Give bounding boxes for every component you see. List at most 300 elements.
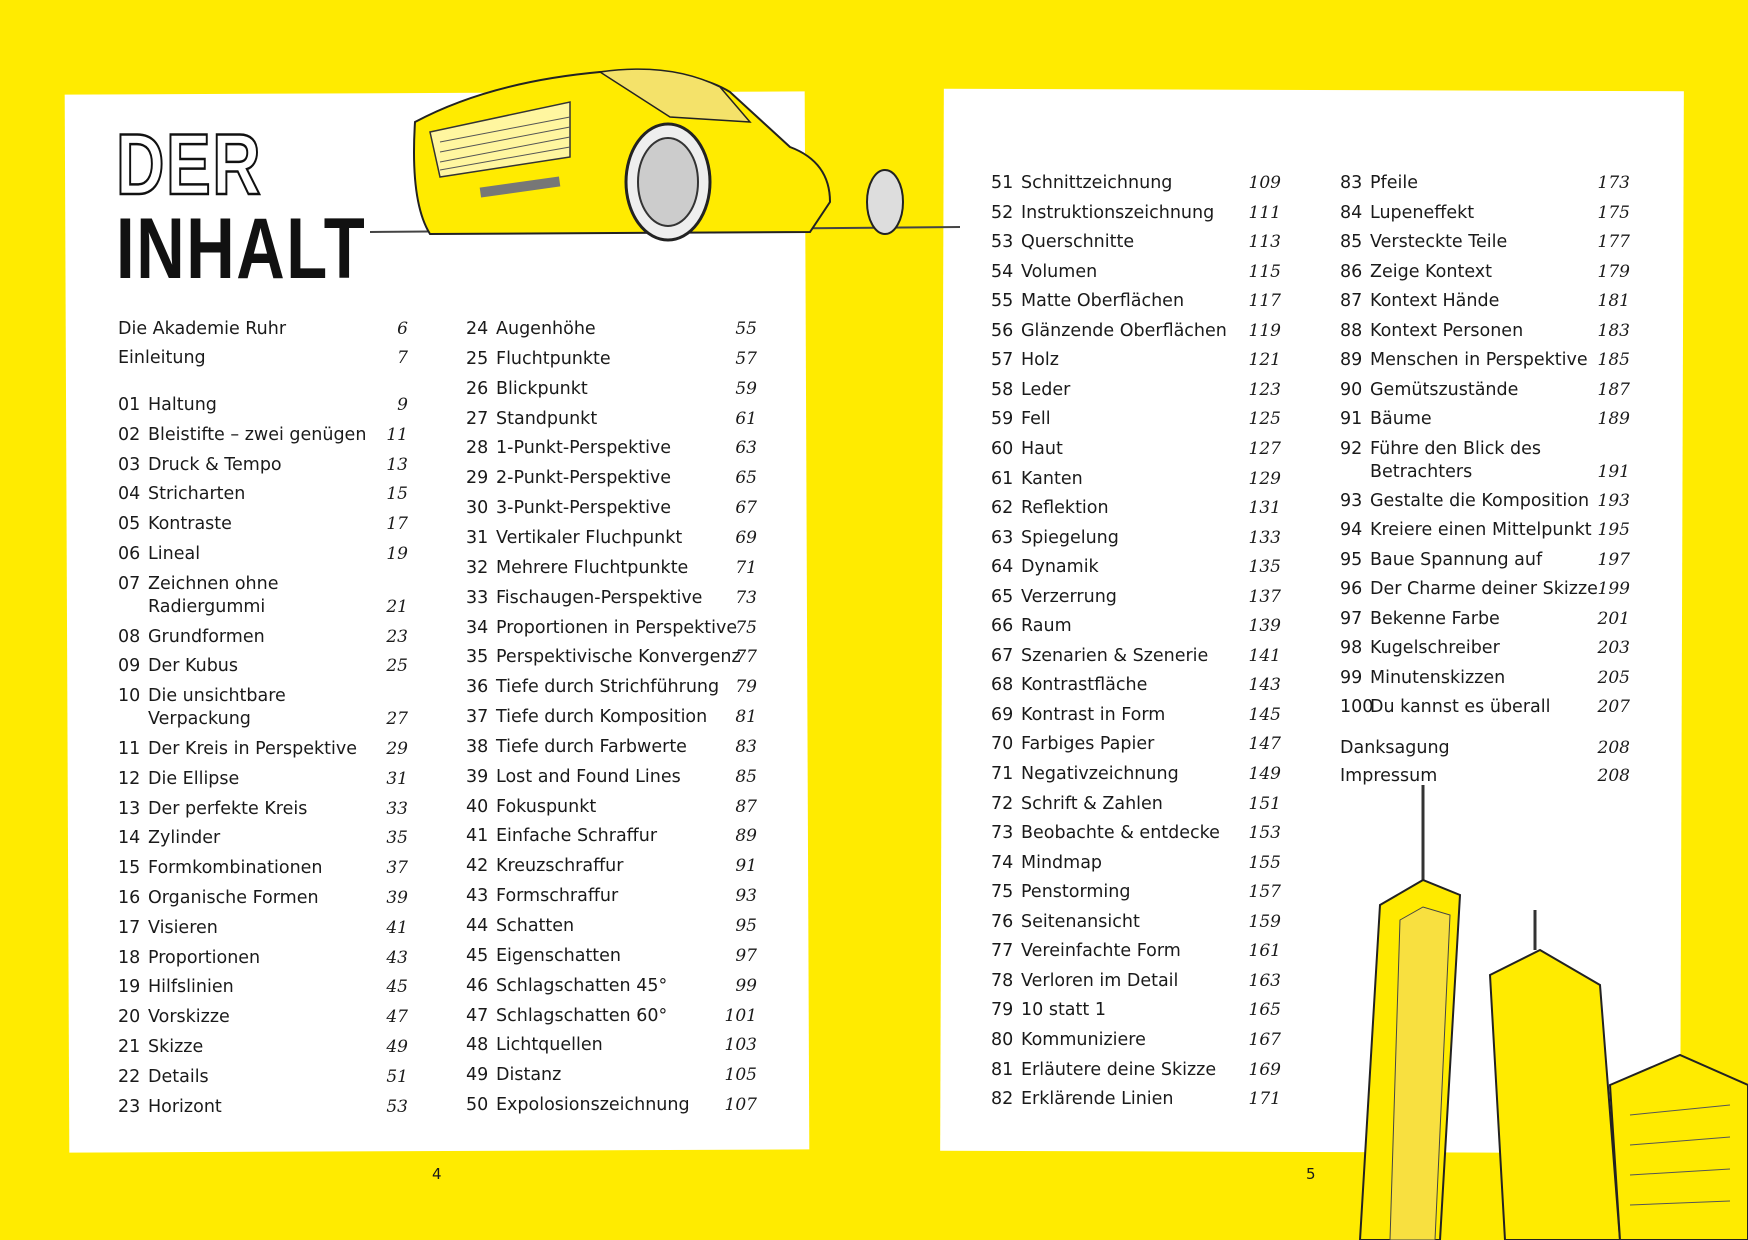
toc-entry <box>1340 172 1630 195</box>
toc-entry <box>118 655 408 678</box>
toc-entry-number: 30 <box>466 498 489 519</box>
toc-entry-title: Kreiere einen Mittelpunkt <box>1370 520 1592 541</box>
toc-entry <box>991 527 1281 550</box>
toc-entry-title: Die Ellipse <box>148 768 240 789</box>
toc-entry-number: 90 <box>1340 379 1363 400</box>
toc-entry <box>118 483 408 506</box>
toc-entry-title: Mehrere Fluchtpunkte <box>496 557 689 578</box>
toc-entry-title: Der Kubus <box>148 656 239 677</box>
toc-entry-page: 49 <box>386 1037 408 1057</box>
toc-entry <box>118 976 408 999</box>
toc-entry <box>991 290 1281 313</box>
toc-entry-number: 52 <box>991 202 1014 223</box>
toc-entry <box>991 349 1281 372</box>
toc-entry-title: Eigenschatten <box>496 945 622 966</box>
toc-entry-title: Kontext Hände <box>1370 291 1500 312</box>
toc-entry-number: 78 <box>991 970 1014 991</box>
toc-entry-page: 208 <box>1597 765 1630 786</box>
toc-entry-page: 9 <box>397 395 408 415</box>
toc-entry <box>118 543 408 566</box>
toc-entry-number: 86 <box>1340 261 1363 282</box>
toc-entry <box>466 408 757 431</box>
toc-entry-title: Verzerrung <box>1021 586 1117 607</box>
toc-entry-title: Beobachte & entdecke <box>1021 823 1220 844</box>
toc-entry-number: 73 <box>991 823 1014 844</box>
toc-entry-title: Augenhöhe <box>496 319 596 339</box>
toc-entry-number: 23 <box>118 1096 141 1117</box>
toc-entry-number: 42 <box>466 856 489 877</box>
toc-entry <box>118 513 408 536</box>
toc-entry-number: 20 <box>118 1007 141 1028</box>
toc-entry-page: 61 <box>735 408 757 429</box>
toc-entry-page: 71 <box>735 557 757 578</box>
toc-entry-title: Proportionen in Perspektive <box>496 617 738 638</box>
title-inhalt: INHALT <box>116 201 367 297</box>
toc-entry-page: 103 <box>724 1035 757 1056</box>
toc-entry-page: 13 <box>386 454 408 475</box>
toc-entry-number: 13 <box>118 798 141 819</box>
toc-entry-title: Mindmap <box>1021 852 1103 873</box>
toc-entry <box>466 617 757 640</box>
toc-entry-title: Baue Spannung auf <box>1370 549 1543 570</box>
toc-entry-page: 37 <box>386 858 408 879</box>
toc-entry-title: 10 statt 1 <box>1021 1000 1106 1021</box>
toc-entry-page: 121 <box>1248 350 1281 371</box>
toc-entry-page: 91 <box>735 856 757 877</box>
toc-entry-title: Lichtquellen <box>496 1035 603 1056</box>
toc-entry <box>118 798 408 821</box>
toc-entry <box>1340 261 1630 284</box>
toc-entry-number: 47 <box>466 1005 489 1026</box>
toc-entry-page: 51 <box>386 1066 408 1087</box>
toc-entry <box>991 556 1281 579</box>
toc-entry-title: Pfeile <box>1370 173 1418 193</box>
toc-entry-number: 67 <box>991 645 1014 666</box>
toc-entry-number: 68 <box>991 675 1014 696</box>
toc-entry-title: Menschen in Perspektive <box>1370 350 1588 371</box>
toc-entry-title: Dynamik <box>1021 557 1099 578</box>
toc-entry-number: 10 <box>118 686 141 707</box>
toc-entry-page: 43 <box>386 947 408 968</box>
toc-entry-number: 85 <box>1340 232 1363 253</box>
toc-entry-number: 04 <box>118 484 141 505</box>
toc-entry-page: 83 <box>735 736 757 757</box>
toc-entry-number: 96 <box>1340 579 1363 600</box>
toc-entry-title: Vereinfachte Form <box>1021 941 1181 962</box>
toc-entry-number: 09 <box>118 656 141 677</box>
toc-entry-page: 41 <box>386 917 408 938</box>
toc-entry-page: 77 <box>735 647 757 668</box>
toc-entry-page: 201 <box>1597 608 1630 629</box>
toc-entry-number: 84 <box>1340 202 1363 223</box>
toc-entry <box>1340 549 1630 572</box>
toc-entry-page: 67 <box>735 498 757 519</box>
toc-entry-title: Hilfslinien <box>148 977 234 998</box>
toc-entry-title: Bekenne Farbe <box>1370 608 1500 629</box>
toc-entry-number: 75 <box>991 882 1014 903</box>
toc-entry <box>1340 290 1630 313</box>
toc-entry-number: 43 <box>466 886 489 907</box>
toc-entry-page: 159 <box>1248 911 1281 932</box>
toc-entry-title: Der Kreis in Perspektive <box>148 739 357 759</box>
toc-entry <box>991 970 1281 993</box>
toc-entry-page: 117 <box>1248 291 1281 312</box>
toc-entry-number: 53 <box>991 232 1014 253</box>
toc-entry-number: 29 <box>466 468 489 489</box>
toc-entry-number: 63 <box>991 527 1014 548</box>
toc-entry-page: 53 <box>386 1096 408 1117</box>
toc-entry-page: 97 <box>735 945 757 966</box>
toc-entry-page: 17 <box>386 514 408 535</box>
toc-entry-title: Formkombinationen <box>148 858 323 879</box>
toc-entry-title: Organische Formen <box>148 888 319 908</box>
toc-entry-title: Lupeneffekt <box>1370 202 1475 223</box>
toc-entry-page: 137 <box>1248 586 1281 607</box>
toc-entry-number: 46 <box>466 975 489 996</box>
toc-entry-page: 135 <box>1248 557 1281 578</box>
toc-entry-number: 48 <box>466 1035 489 1056</box>
toc-entry <box>1340 637 1630 660</box>
toc-entry-page: 193 <box>1597 490 1630 511</box>
toc-entry <box>466 497 757 520</box>
toc-entry-title: Kontraste <box>148 514 232 535</box>
toc-entry-number: 58 <box>991 379 1014 400</box>
toc-entry-title: Impressum <box>1340 765 1438 786</box>
toc-entry-title: Tiefe durch Komposition <box>496 707 708 728</box>
toc-entry <box>466 915 757 938</box>
toc-entry-number: 17 <box>118 917 141 938</box>
toc-entry-page: 181 <box>1597 291 1630 312</box>
toc-entry <box>991 261 1281 284</box>
toc-entry <box>1340 202 1630 225</box>
toc-entry-number: 25 <box>466 348 489 369</box>
toc-entry-title: Du kannst es überall <box>1370 697 1551 718</box>
toc-entry-number: 59 <box>991 409 1014 430</box>
toc-entry <box>991 320 1281 343</box>
toc-entry-title: Haut <box>1021 438 1063 459</box>
toc-entry-page: 185 <box>1597 350 1630 371</box>
toc-entry-title: Der Charme deiner Skizze <box>1370 579 1598 600</box>
toc-entry <box>1340 438 1630 484</box>
toc-entry <box>991 645 1281 668</box>
toc-entry <box>991 763 1281 786</box>
toc-entry-page: 147 <box>1248 734 1281 755</box>
toc-entry-number: 28 <box>466 438 489 459</box>
toc-entry-title: 1-Punkt-Perspektive <box>496 438 672 459</box>
toc-entry-title: Kreuzschraffur <box>496 856 624 877</box>
toc-entry-page: 33 <box>386 798 408 819</box>
toc-entry <box>991 379 1281 402</box>
toc-entry-page: 139 <box>1248 616 1281 637</box>
toc-entry <box>991 1029 1281 1052</box>
toc-entry-title: Tiefe durch Farbwerte <box>496 736 687 757</box>
toc-entry-page: 157 <box>1248 882 1281 903</box>
toc-entry-page: 153 <box>1248 823 1281 844</box>
toc-entry-page: 57 <box>735 348 757 369</box>
toc-entry-page: 79 <box>735 677 757 698</box>
toc-entry <box>991 704 1281 727</box>
toc-entry-number: 87 <box>1340 291 1363 312</box>
toc-entry-number: 27 <box>466 408 489 429</box>
toc-entry-number: 61 <box>991 468 1014 489</box>
toc-entry-page: 143 <box>1248 675 1281 696</box>
toc-entry-number: 66 <box>991 616 1014 637</box>
toc-entry-title: Lost and Found Lines <box>496 766 681 787</box>
toc-entry <box>118 857 408 880</box>
toc-entry <box>466 975 757 998</box>
toc-entry-page: 109 <box>1248 173 1281 193</box>
toc-entry-page: 131 <box>1248 498 1281 519</box>
toc-entry-page: 167 <box>1248 1029 1281 1050</box>
toc-entry <box>991 881 1281 904</box>
toc-entry-number: 77 <box>991 941 1014 962</box>
toc-entry <box>118 768 408 791</box>
toc-entry-number: 32 <box>466 557 489 578</box>
toc-entry-page: 99 <box>735 975 757 996</box>
toc-entry-number: 31 <box>466 527 489 548</box>
toc-entry-page: 29 <box>386 739 408 759</box>
toc-entry-page: 27 <box>386 709 408 730</box>
toc-entry-title: Versteckte Teile <box>1370 232 1508 253</box>
toc-entry-title: Schrift & Zahlen <box>1021 793 1163 814</box>
toc-entry-number: 62 <box>991 498 1014 519</box>
toc-entry-title: Querschnitte <box>1021 232 1135 253</box>
toc-entry <box>118 424 408 447</box>
toc-entry-number: 21 <box>118 1037 141 1057</box>
toc-entry-title: Verloren im Detail <box>1021 970 1179 991</box>
toc-entry <box>466 825 757 848</box>
toc-entry <box>991 793 1281 816</box>
toc-entry-title: Minutenskizzen <box>1370 667 1506 688</box>
toc-entry-title: Glänzende Oberflächen <box>1021 320 1227 341</box>
toc-entry <box>466 557 757 580</box>
toc-entry-number: 39 <box>466 766 489 787</box>
toc-entry-number: 54 <box>991 261 1014 282</box>
toc-entry-number: 97 <box>1340 608 1363 629</box>
toc-entry-page: 89 <box>735 826 757 847</box>
toc-entry <box>118 347 408 370</box>
toc-entry-title: Reflektion <box>1021 498 1109 519</box>
toc-entry <box>118 626 408 649</box>
toc-entry-page: 63 <box>735 438 757 459</box>
toc-entry-title: Kontrastfläche <box>1021 675 1148 696</box>
toc-entry-page: 23 <box>386 626 408 647</box>
toc-entry-number: 14 <box>118 828 141 849</box>
toc-entry-title: Instruktionszeichnung <box>1021 202 1215 223</box>
toc-entry <box>1340 490 1630 513</box>
toc-entry-page: 123 <box>1248 379 1281 400</box>
toc-entry-page: 31 <box>386 768 408 789</box>
toc-entry-title: Kanten <box>1021 468 1083 489</box>
toc-entry <box>991 408 1281 431</box>
toc-entry-page: 6 <box>397 319 408 339</box>
toc-entry <box>466 378 757 401</box>
toc-entry-number: 100 <box>1340 697 1374 718</box>
toc-entry-page: 65 <box>735 468 757 489</box>
toc-entry-number: 69 <box>991 704 1014 725</box>
title-der: DER <box>116 117 263 213</box>
toc-entry <box>118 917 408 940</box>
toc-entry-title: Negativzeichnung <box>1021 764 1179 784</box>
toc-entry-title: Schnittzeichnung <box>1021 173 1173 193</box>
toc-entry-page: 87 <box>735 796 757 817</box>
toc-entry-number: 26 <box>466 378 489 399</box>
toc-entry-number: 37 <box>466 707 489 728</box>
toc-entry <box>118 394 408 417</box>
toc-entry-number: 22 <box>118 1066 141 1087</box>
toc-entry-page: 163 <box>1248 970 1281 991</box>
toc-entry <box>466 885 757 908</box>
toc-entry <box>466 348 757 371</box>
toc-entry-page: 203 <box>1597 638 1630 659</box>
toc-entry-title: Kontext Personen <box>1370 320 1524 341</box>
toc-entry-title: Stricharten <box>148 484 246 505</box>
toc-entry-page: 183 <box>1597 320 1630 341</box>
toc-entry-title: Schlagschatten 45° <box>496 975 668 996</box>
toc-entry-number: 38 <box>466 736 489 757</box>
toc-entry <box>466 796 757 819</box>
toc-entry <box>991 822 1281 845</box>
toc-entry-number: 80 <box>991 1029 1014 1050</box>
toc-entry-number: 57 <box>991 350 1014 371</box>
toc-entry-title: Spiegelung <box>1021 527 1119 548</box>
toc-entry-title: Volumen <box>1021 261 1098 282</box>
toc-entry-number: 01 <box>118 395 141 415</box>
toc-entry <box>1340 231 1630 254</box>
toc-entry-number: 88 <box>1340 320 1363 341</box>
toc-entry-title: Vorskizze <box>148 1007 230 1028</box>
toc-entry-number: 55 <box>991 291 1014 312</box>
toc-entry <box>118 887 408 910</box>
toc-entry-page: 149 <box>1248 764 1281 784</box>
toc-entry-title: Kugelschreiber <box>1370 638 1500 659</box>
toc-entry-title: Visieren <box>148 917 218 938</box>
toc-entry-page: 7 <box>397 348 408 368</box>
toc-entry-number: 34 <box>466 617 489 638</box>
toc-entry-page: 75 <box>735 617 757 638</box>
toc-entry-title: Holz <box>1021 350 1059 371</box>
toc-column-4 <box>1340 172 1630 792</box>
toc-entry-title: Gemütszustände <box>1370 379 1519 400</box>
toc-entry-page: 107 <box>724 1095 757 1116</box>
toc-entry <box>466 736 757 759</box>
toc-entry-number: 64 <box>991 557 1014 578</box>
toc-entry <box>466 706 757 729</box>
toc-entry <box>466 1094 757 1117</box>
toc-entry <box>991 202 1281 225</box>
toc-entry-page: 125 <box>1248 409 1281 430</box>
toc-entry-page: 95 <box>735 916 757 936</box>
toc-entry-title: Distanz <box>496 1065 562 1086</box>
toc-entry-number: 98 <box>1340 638 1363 659</box>
toc-entry-number: 41 <box>466 826 489 847</box>
page-number-right: 5 <box>1306 1165 1316 1183</box>
toc-entry-page: 187 <box>1597 379 1630 400</box>
toc-entry <box>1340 320 1630 343</box>
toc-entry-title: Einleitung <box>118 348 206 368</box>
toc-entry-title: Tiefe durch Strichführung <box>496 677 720 698</box>
toc-entry <box>1340 696 1630 719</box>
toc-entry-page: 208 <box>1597 737 1630 758</box>
toc-entry-page: 165 <box>1248 1000 1281 1021</box>
toc-entry-number: 45 <box>466 945 489 966</box>
toc-entry <box>1340 349 1630 372</box>
toc-entry-number: 99 <box>1340 667 1363 688</box>
toc-entry <box>1340 765 1630 788</box>
toc-entry <box>118 827 408 850</box>
toc-entry-title: Vertikaler Fluchpunkt <box>496 527 683 548</box>
toc-entry <box>991 852 1281 875</box>
toc-entry-page: 85 <box>735 766 757 787</box>
toc-entry <box>991 438 1281 461</box>
toc-entry-number: 91 <box>1340 409 1363 430</box>
toc-entry-number: 74 <box>991 852 1014 873</box>
toc-entry <box>466 855 757 878</box>
toc-entry <box>466 1064 757 1087</box>
toc-entry-page: 161 <box>1248 941 1281 962</box>
toc-entry <box>991 172 1281 195</box>
skyscraper-sketch <box>1330 785 1748 1240</box>
toc-entry-page: 141 <box>1248 645 1281 666</box>
toc-entry-title: Seitenansicht <box>1021 911 1140 932</box>
toc-entry-number: 89 <box>1340 350 1363 371</box>
toc-entry <box>1340 667 1630 690</box>
toc-entry-number: 79 <box>991 1000 1014 1021</box>
toc-entry-number: 24 <box>466 319 489 339</box>
toc-entry-number: 06 <box>118 544 141 564</box>
toc-entry-number: 12 <box>118 768 141 789</box>
toc-entry-title: Die Akademie Ruhr <box>118 319 287 339</box>
toc-entry-number: 81 <box>991 1059 1014 1080</box>
toc-column-1 <box>118 318 408 1128</box>
toc-entry-page: 191 <box>1597 461 1630 482</box>
toc-entry-page: 59 <box>735 378 757 399</box>
toc-entry-page: 179 <box>1597 261 1630 282</box>
toc-entry-number: 11 <box>118 739 141 759</box>
toc-entry <box>1340 408 1630 431</box>
toc-entry-number: 94 <box>1340 520 1363 541</box>
toc-entry-number: 44 <box>466 916 489 936</box>
toc-entry <box>118 738 408 761</box>
toc-entry-number: 76 <box>991 911 1014 932</box>
toc-entry-page: 111 <box>1248 202 1281 223</box>
toc-entry <box>466 527 757 550</box>
toc-entry <box>1340 578 1630 601</box>
toc-entry-page: 11 <box>386 424 408 445</box>
toc-entry <box>118 1036 408 1059</box>
toc-entry-number: 56 <box>991 320 1014 341</box>
toc-entry-page: 175 <box>1597 202 1630 223</box>
toc-entry-page: 105 <box>724 1065 757 1086</box>
toc-entry-number: 51 <box>991 173 1014 193</box>
toc-entry-title: Fokuspunkt <box>496 796 597 817</box>
toc-entry-page: 55 <box>735 319 757 339</box>
toc-entry-number: 35 <box>466 647 489 668</box>
toc-entry-number: 70 <box>991 734 1014 755</box>
toc-entry-number: 18 <box>118 947 141 968</box>
toc-entry <box>466 318 757 341</box>
toc-entry-page: 39 <box>386 888 408 908</box>
toc-entry-page: 115 <box>1248 261 1281 282</box>
toc-entry-page: 145 <box>1248 704 1281 725</box>
toc-entry <box>991 586 1281 609</box>
toc-entry-number: 19 <box>118 977 141 998</box>
toc-entry-page: 195 <box>1597 520 1630 541</box>
toc-entry-page: 21 <box>386 596 408 617</box>
toc-entry-page: 155 <box>1248 852 1281 873</box>
toc-entry <box>991 674 1281 697</box>
toc-entry-title: Schatten <box>496 916 575 936</box>
